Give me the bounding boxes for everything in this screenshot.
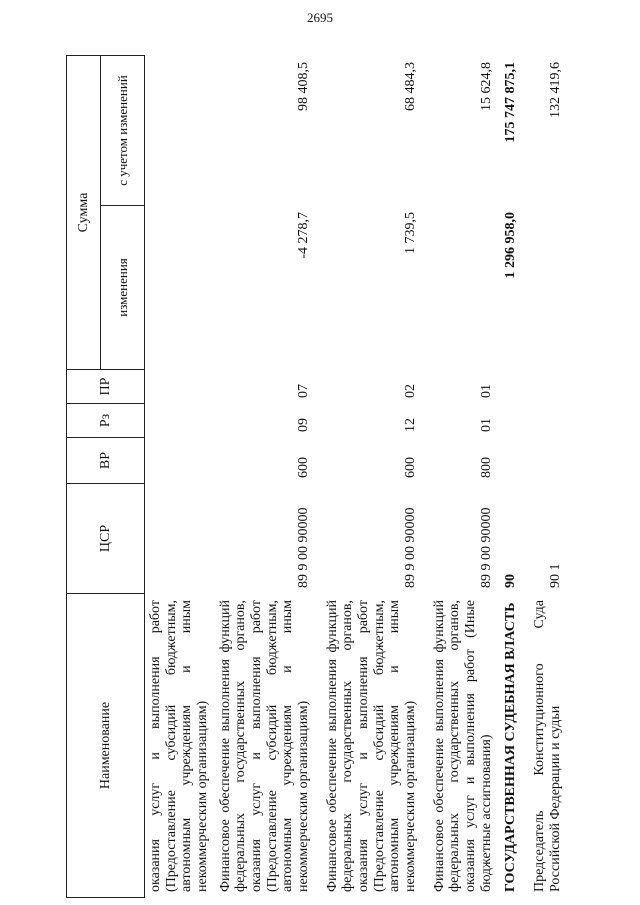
row-pr [529,370,565,404]
row-csr: 89 9 00 90000 [478,507,494,588]
row-pr: 01 [478,384,494,398]
table-header [66,55,145,898]
rotated-page [66,56,586,898]
row-pr: 02 [403,384,419,398]
table-row [215,56,322,898]
row-csr: 90 1 [547,563,563,588]
row-with-changes: 175 747 875,1 [503,62,519,143]
row-rz [145,404,215,438]
header-sum: Сумма [67,56,101,370]
row-pr [145,370,215,404]
row-pr: 07 [296,384,312,398]
row-name: Финансовое обеспечение выполнения функций федеральных государственных органов, оказания услуг и выполнения работ (Иные бюджетные ассигнования) [431,600,494,892]
row-name: Финансовое обеспечение выполнения функций федеральных государственных органов, оказания услуг и выполнения работ (Предоставление субсидий бюджетным, автономным учреждениям и иным некоммерческим организациям) [324,600,419,892]
header-change: изменения [101,206,145,370]
data-table [145,56,565,898]
row-csr: 89 9 00 90000 [296,507,312,588]
row-change: 1 739,5 [403,212,419,254]
row-csr: 89 9 00 90000 [403,507,419,588]
row-name: Председатель Конституционного Суда Российской Федерации и судьи [532,600,563,892]
row-change: 1 296 958,0 [503,212,519,279]
row-rz [529,404,565,438]
row-rz: 09 [296,418,312,432]
row-with-changes: 68 484,3 [403,62,419,111]
table-body [145,56,565,898]
row-csr: 90 [503,574,519,588]
table-row [500,56,529,898]
row-vr: 600 [403,457,419,478]
row-vr: 600 [296,457,312,478]
header-with-changes: с учетом изменений [101,56,145,206]
table-row [322,56,429,898]
row-with-changes: 98 408,5 [296,62,312,111]
row-change [529,206,565,370]
row-rz: 01 [478,418,494,432]
page-number: 2695 [307,10,333,25]
header-vr: ВР [67,438,145,484]
row-csr [145,484,215,594]
row-change [145,206,215,370]
table-row [429,56,501,898]
row-name: ГОСУДАРСТВЕННАЯ СУДЕБНАЯ ВЛАСТЬ [503,602,519,892]
row-with-changes: 15 624,8 [478,62,494,111]
table-row [145,56,215,898]
row-change: -4 278,7 [296,212,312,259]
row-vr: 800 [478,457,494,478]
row-rz [500,404,529,438]
row-vr [145,438,215,484]
row-vr [529,438,565,484]
header-name: Наименование [67,594,145,898]
header-rz: Рз [67,404,145,438]
row-name: оказания услуг и выполнения работ (Предоставление субсидий бюджетным, автономным учреждениям и иным некоммерческим организациям) [148,600,211,892]
row-vr [500,438,529,484]
row-pr [500,370,529,404]
header-csr: ЦСР [67,484,145,594]
row-name: Финансовое обеспечение выполнения функций федеральных государственных органов, оказания услуг и выполнения работ (Предоставление субсидий бюджетным, автономным учреждениям и иным некоммерческим организациям) [217,600,312,892]
header-pr: ПР [67,370,145,404]
row-with-changes [145,56,215,206]
row-rz: 12 [403,418,419,432]
table-row [529,56,565,898]
row-with-changes: 132 419,6 [547,62,563,118]
row-change [429,206,501,370]
